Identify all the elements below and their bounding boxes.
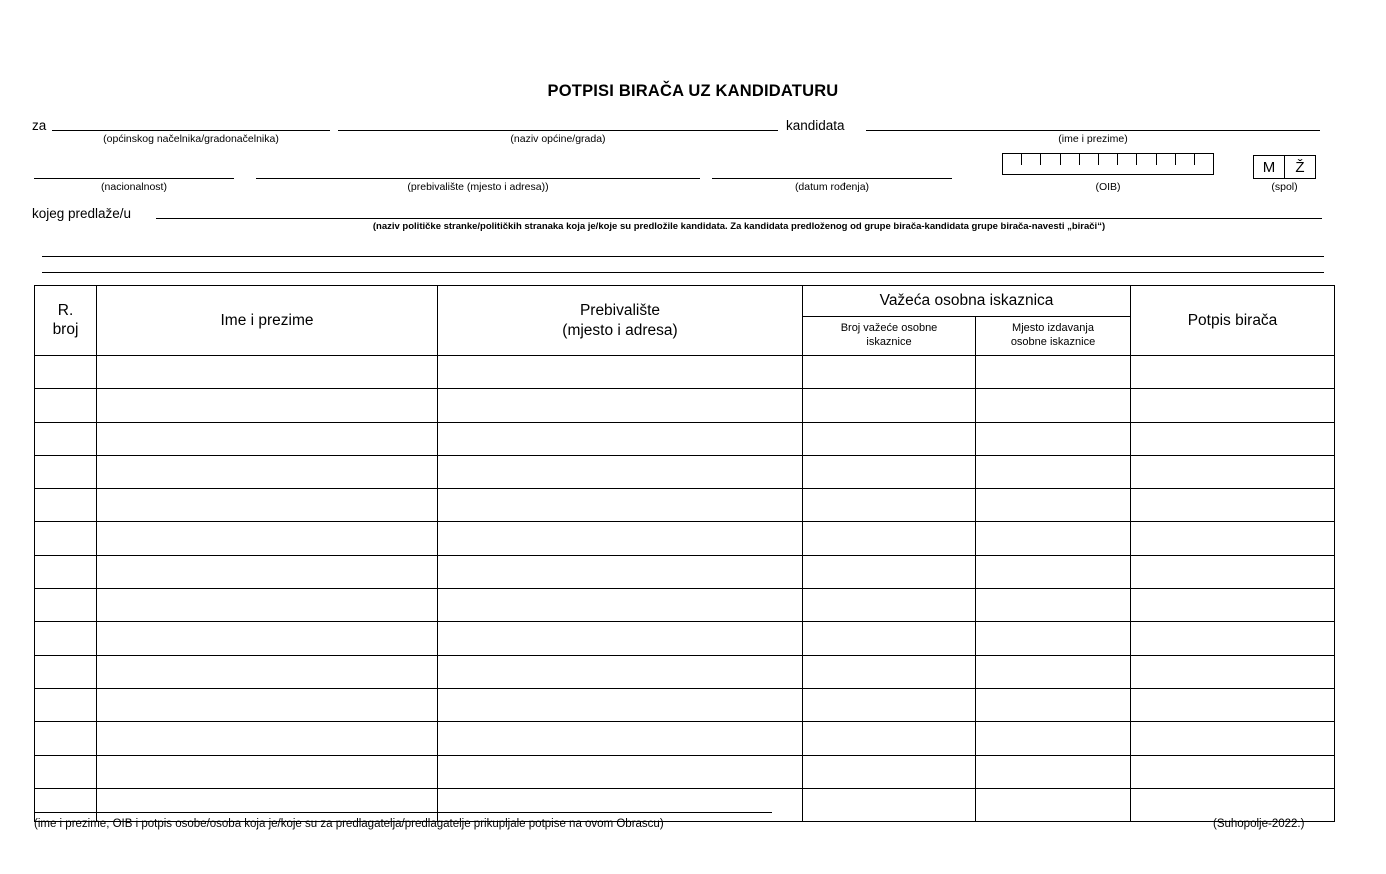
cell-residence[interactable]	[438, 455, 803, 488]
cell-id-place[interactable]	[976, 589, 1131, 622]
header-id-place-line1: Mjesto izdavanja	[1012, 322, 1094, 335]
field-municipality-head-line[interactable]	[52, 130, 330, 131]
cell-signature[interactable]	[1131, 688, 1335, 721]
cell-id-number[interactable]	[803, 489, 976, 522]
cell-id-number[interactable]	[803, 622, 976, 655]
cell-signature[interactable]	[1131, 489, 1335, 522]
cell-name[interactable]	[97, 722, 438, 755]
header-residence	[438, 286, 803, 356]
cell-name[interactable]	[97, 522, 438, 555]
footer-note: (ime i prezime, OIB i potpis osobe/osoba koja je/koje su za predlagatelja/predlagatelje prikupljale potpise na ovom Obrascu)	[34, 818, 664, 830]
oib-digit-cell[interactable]	[1022, 154, 1041, 165]
header-row-number	[35, 286, 97, 356]
caption-municipality-name: (naziv općine/grada)	[510, 133, 606, 145]
cell-name[interactable]	[97, 389, 438, 422]
table-row	[35, 722, 1335, 755]
cell-residence[interactable]	[438, 489, 803, 522]
cell-signature[interactable]	[1131, 555, 1335, 588]
cell-signature[interactable]	[1131, 455, 1335, 488]
cell-name[interactable]	[97, 688, 438, 721]
header-id-number-line1: Broj važeće osobne	[840, 322, 938, 335]
cell-signature[interactable]	[1131, 356, 1335, 389]
cell-id-number[interactable]	[803, 722, 976, 755]
signatures-table	[34, 285, 1335, 822]
table-row	[35, 522, 1335, 555]
cell-signature[interactable]	[1131, 622, 1335, 655]
header-id-place	[976, 317, 1131, 356]
cell-name[interactable]	[97, 555, 438, 588]
field-oib-comb[interactable]	[1002, 153, 1214, 175]
cell-row-number[interactable]	[35, 622, 97, 655]
header-residence-line2: (mjesto i adresa)	[562, 321, 678, 339]
collector-signature-line[interactable]	[34, 812, 772, 813]
field-municipality-name-line[interactable]	[338, 130, 778, 131]
header-signature: Potpis birača	[1131, 286, 1335, 356]
cell-name[interactable]	[97, 788, 438, 821]
cell-row-number[interactable]	[35, 788, 97, 821]
caption-oib: (OIB)	[1095, 181, 1121, 193]
label-kojeg-predlaze: kojeg predlaže/u	[32, 206, 132, 221]
cell-signature[interactable]	[1131, 422, 1335, 455]
table-row	[35, 555, 1335, 588]
cell-residence[interactable]	[438, 356, 803, 389]
field-residence-line[interactable]	[256, 178, 700, 179]
oib-digit-cell[interactable]	[1137, 154, 1156, 165]
cell-residence[interactable]	[438, 722, 803, 755]
signatures-table-body	[35, 356, 1335, 822]
cell-id-place[interactable]	[976, 356, 1131, 389]
cell-residence[interactable]	[438, 389, 803, 422]
footer-form-code: (Suhopolje-2022.)	[1213, 818, 1305, 830]
cell-row-number[interactable]	[35, 755, 97, 788]
page-title: POTPISI BIRAČA UZ KANDIDATURU	[547, 82, 839, 100]
cell-id-number[interactable]	[803, 389, 976, 422]
cell-residence[interactable]	[438, 688, 803, 721]
cell-id-number[interactable]	[803, 655, 976, 688]
caption-birthdate: (datum rođenja)	[794, 181, 870, 193]
field-proposer-line-3	[42, 272, 1324, 273]
cell-row-number[interactable]	[35, 422, 97, 455]
label-kandidata: kandidata	[786, 118, 845, 133]
cell-row-number[interactable]	[35, 589, 97, 622]
cell-id-number[interactable]	[803, 455, 976, 488]
caption-proposer: (naziv političke stranke/političkih stranaka koja je/koje su predložile kandidata. Za kandidata predloženog od grupe birača-kandidata grupe birača-navesti „birači“)	[372, 221, 1106, 232]
cell-id-place[interactable]	[976, 788, 1131, 821]
cell-name[interactable]	[97, 489, 438, 522]
cell-id-place[interactable]	[976, 489, 1131, 522]
cell-residence[interactable]	[438, 755, 803, 788]
table-row	[35, 755, 1335, 788]
cell-name[interactable]	[97, 622, 438, 655]
oib-digit-cell[interactable]	[1195, 154, 1213, 165]
sex-option-male[interactable]: M	[1253, 155, 1285, 179]
table-row	[35, 356, 1335, 389]
table-row	[35, 788, 1335, 821]
field-sex-boxes[interactable]	[1253, 155, 1316, 179]
cell-id-number[interactable]	[803, 356, 976, 389]
header-id-number	[803, 317, 976, 356]
field-nationality-line[interactable]	[34, 178, 234, 179]
cell-name[interactable]	[97, 655, 438, 688]
cell-signature[interactable]	[1131, 522, 1335, 555]
cell-row-number[interactable]	[35, 655, 97, 688]
cell-id-place[interactable]	[976, 422, 1131, 455]
table-row	[35, 589, 1335, 622]
oib-digit-cell[interactable]	[1157, 154, 1176, 165]
header-row-number-line2: broj	[52, 320, 79, 338]
cell-id-place[interactable]	[976, 722, 1131, 755]
cell-name[interactable]	[97, 589, 438, 622]
oib-digit-cell[interactable]	[1003, 154, 1022, 165]
cell-residence[interactable]	[438, 522, 803, 555]
oib-digit-cell[interactable]	[1118, 154, 1137, 165]
cell-signature[interactable]	[1131, 788, 1335, 821]
oib-digit-cell[interactable]	[1041, 154, 1060, 165]
table-row	[35, 455, 1335, 488]
cell-row-number[interactable]	[35, 722, 97, 755]
cell-id-number[interactable]	[803, 555, 976, 588]
cell-row-number[interactable]	[35, 489, 97, 522]
cell-name[interactable]	[97, 755, 438, 788]
cell-id-place[interactable]	[976, 522, 1131, 555]
cell-id-place[interactable]	[976, 655, 1131, 688]
cell-signature[interactable]	[1131, 389, 1335, 422]
sex-option-female[interactable]: Ž	[1284, 155, 1316, 179]
cell-row-number[interactable]	[35, 356, 97, 389]
header-id-place-line2: osobne iskaznice	[1010, 336, 1096, 348]
table-row	[35, 688, 1335, 721]
cell-id-number[interactable]	[803, 755, 976, 788]
cell-signature[interactable]	[1131, 655, 1335, 688]
caption-sex: (spol)	[1271, 181, 1298, 193]
caption-municipality-head: (općinskog načelnika/gradonačelnika)	[103, 133, 279, 145]
cell-row-number[interactable]	[35, 555, 97, 588]
field-candidate-name-line[interactable]	[866, 130, 1320, 131]
header-residence-line1: Prebivalište	[579, 302, 661, 320]
cell-row-number[interactable]	[35, 455, 97, 488]
oib-digit-cell[interactable]	[1099, 154, 1118, 165]
table-header-row-1	[35, 286, 1335, 317]
table-row	[35, 622, 1335, 655]
cell-id-place[interactable]	[976, 455, 1131, 488]
cell-row-number[interactable]	[35, 522, 97, 555]
caption-residence: (prebivalište (mjesto i adresa))	[407, 181, 549, 193]
header-row-number-line1: R.	[57, 301, 74, 319]
cell-id-number[interactable]	[803, 522, 976, 555]
cell-id-place[interactable]	[976, 389, 1131, 422]
oib-digit-cell[interactable]	[1061, 154, 1080, 165]
cell-name[interactable]	[97, 455, 438, 488]
caption-nationality: (nacionalnost)	[101, 181, 167, 193]
oib-digit-cell[interactable]	[1176, 154, 1195, 165]
caption-candidate-name: (ime i prezime)	[1058, 133, 1128, 145]
table-row	[35, 422, 1335, 455]
header-name: Ime i prezime	[97, 286, 438, 356]
header-id-number-line2: iskaznice	[866, 336, 912, 348]
label-za: za	[32, 118, 47, 133]
field-proposer-line-2[interactable]	[42, 256, 1324, 257]
table-row	[35, 489, 1335, 522]
cell-id-place[interactable]	[976, 688, 1131, 721]
cell-residence[interactable]	[438, 655, 803, 688]
oib-digit-cell[interactable]	[1080, 154, 1099, 165]
cell-id-place[interactable]	[976, 755, 1131, 788]
field-birthdate-line[interactable]	[712, 178, 952, 179]
cell-signature[interactable]	[1131, 755, 1335, 788]
cell-id-number[interactable]	[803, 589, 976, 622]
cell-signature[interactable]	[1131, 589, 1335, 622]
table-row	[35, 389, 1335, 422]
field-proposer-line[interactable]	[156, 218, 1322, 219]
table-row	[35, 655, 1335, 688]
cell-id-number[interactable]	[803, 422, 976, 455]
cell-residence[interactable]	[438, 622, 803, 655]
cell-name[interactable]	[97, 356, 438, 389]
cell-residence[interactable]	[438, 422, 803, 455]
cell-signature[interactable]	[1131, 722, 1335, 755]
cell-id-place[interactable]	[976, 622, 1131, 655]
cell-row-number[interactable]	[35, 688, 97, 721]
header-id-card-group: Važeća osobna iskaznica	[803, 286, 1131, 317]
cell-name[interactable]	[97, 422, 438, 455]
cell-residence[interactable]	[438, 788, 803, 821]
cell-id-place[interactable]	[976, 555, 1131, 588]
cell-id-number[interactable]	[803, 788, 976, 821]
cell-residence[interactable]	[438, 555, 803, 588]
cell-residence[interactable]	[438, 589, 803, 622]
cell-id-number[interactable]	[803, 688, 976, 721]
cell-row-number[interactable]	[35, 389, 97, 422]
